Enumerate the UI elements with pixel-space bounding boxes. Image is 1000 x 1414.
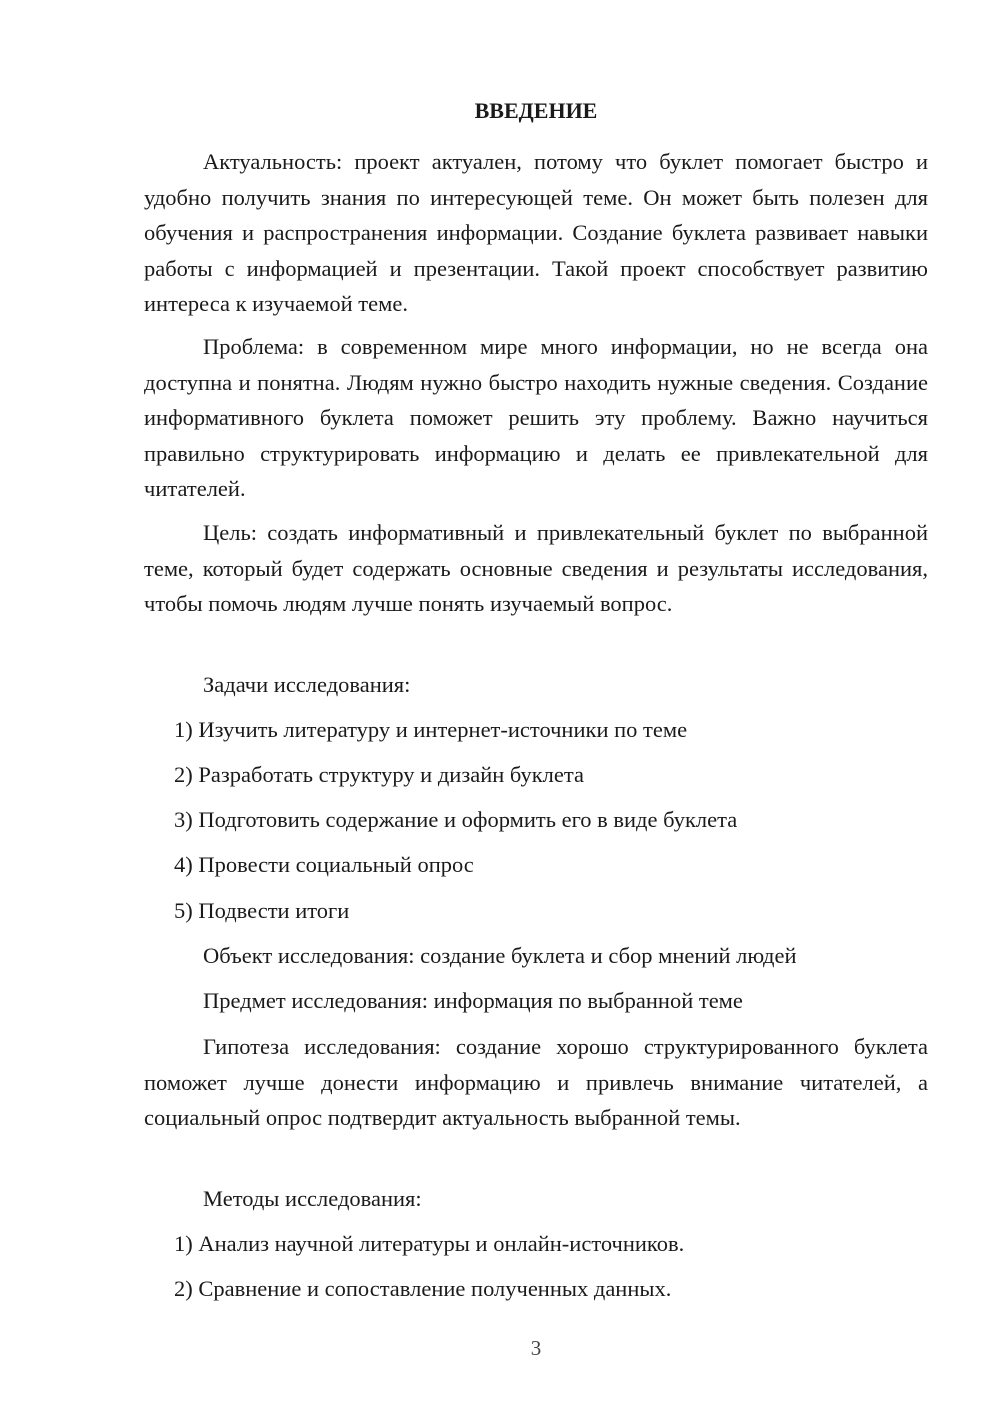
task-item: 2) Разработать структуру и дизайн буклета xyxy=(174,762,584,787)
relevance-paragraph: Актуальность: проект актуален, потому что буклет помогает быстро и удобно получить знания по интересующей теме. Он может быть полезен для обучения и распространения информации. Создание буклета развивает навыки работы с информацией и презентации. Такой проект способствует развитию интереса к изучаемой теме. xyxy=(144,149,928,316)
research-object: Объект исследования: создание буклета и сбор мнений людей xyxy=(203,943,797,968)
page-number: 3 xyxy=(530,1336,542,1360)
method-item: 2) Сравнение и сопоставление полученных данных. xyxy=(174,1276,672,1301)
research-subject: Предмет исследования: информация по выбранной теме xyxy=(203,988,743,1013)
section-heading: ВВЕДЕНИЕ xyxy=(474,98,598,123)
task-item: 3) Подготовить содержание и оформить его в виде буклета xyxy=(174,807,738,832)
goal-paragraph: Цель: создать информативный и привлекательный буклет по выбранной теме, который будет содержать основные сведения и результаты исследования, чтобы помочь людям лучше понять изучаемый вопрос. xyxy=(144,520,928,616)
task-item: 5) Подвести итоги xyxy=(174,898,350,923)
task-item: 4) Провести социальный опрос xyxy=(174,852,474,877)
tasks-heading: Задачи исследования: xyxy=(203,672,411,697)
method-item: 1) Анализ научной литературы и онлайн-источников. xyxy=(174,1231,685,1256)
task-item: 1) Изучить литературу и интернет-источники по теме xyxy=(174,717,688,742)
problem-paragraph: Проблема: в современном мире много информации, но не всегда она доступна и понятна. Людям нужно быстро находить нужные сведения. Создание информативного буклета поможет решить эту проблему. Важно научиться правильно структурировать информацию и делать ее привлекательной для читателей. xyxy=(144,334,928,501)
hypothesis-paragraph: Гипотеза исследования: создание хорошо структурированного буклета поможет лучше донести информацию и привлечь внимание читателей, а социальный опрос подтвердит актуальность выбранной темы. xyxy=(144,1034,928,1130)
methods-heading: Методы исследования: xyxy=(203,1186,422,1211)
